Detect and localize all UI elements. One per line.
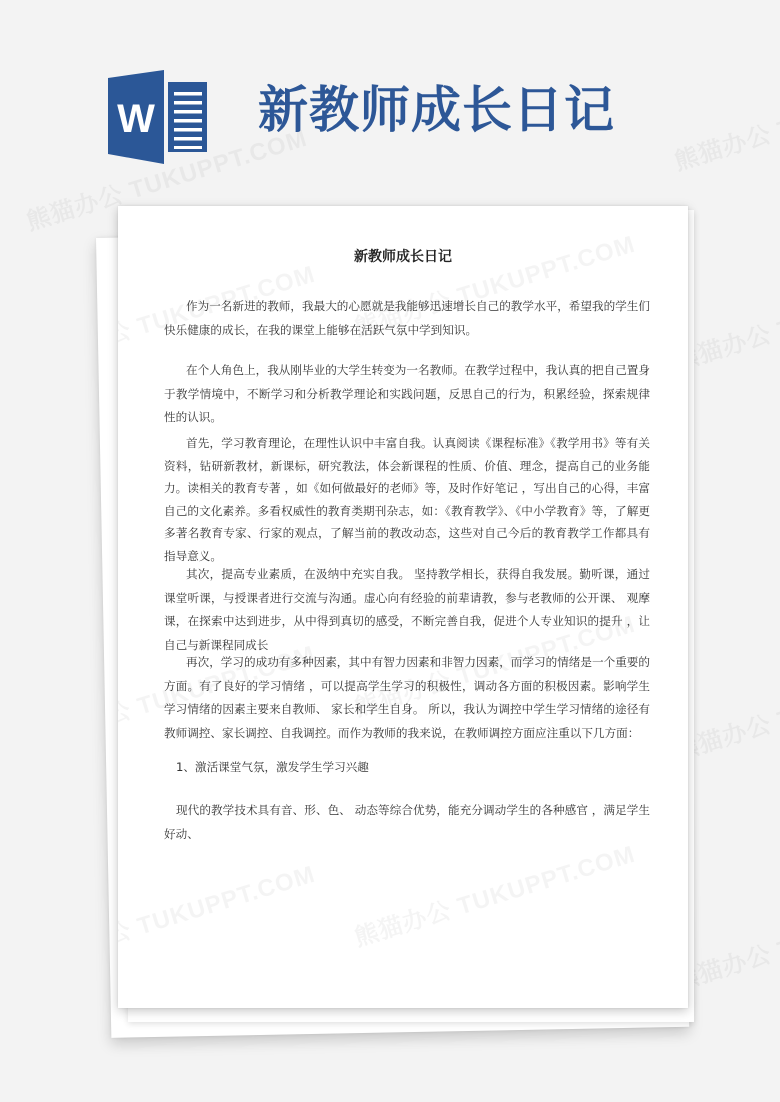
paragraph: 作为一名新进的教师，我最大的心愿就是我能够迅速增长自己的教学水平，希望我的学生们快乐健康的成长，在我的课堂上能够在活跃气氛中学到知识。 xyxy=(164,299,650,337)
paragraph: 再次，学习的成功有多种因素，其中有智力因素和非智力因素，而学习的情绪是一个重要的方面。有了良好的学习情绪 ，可以提高学生学习的积极性，调动各方面的积极因素。影响学生学习情绪的因素主要来自教师、 家长和学生自身。 所以，我认为调控中学生学习情绪的途径有教师调控、家长调控、自我调控。而作为教师的我来说，在教师调控方面应注重以下几方面： xyxy=(164,655,650,740)
paragraph: 在个人角色上，我从刚毕业的大学生转变为一名教师。在教学过程中，我认真的把自己置身于教学情境中，不断学习和分析教学理论和实践问题，反思自己的行为，积累经验，探索规律性的认识。 xyxy=(164,363,650,424)
banner-title: 新教师成长日记 xyxy=(258,80,615,139)
svg-text:W: W xyxy=(117,97,155,141)
document-page xyxy=(118,206,688,1008)
paragraph: 其次，提高专业素质，在汲纳中充实自我。 坚持教学相长，获得自我发展。勤听课，通过课堂听课，与授课者进行交流与沟通。虚心向有经验的前辈请教，参与老教师的公开课、 观摩课，在探索中达到进步，从中得到真切的感受，不断完善自我，促进个人专业知识的提升 ，让自己与新课程同成长 xyxy=(164,567,650,652)
word-document-icon xyxy=(108,70,208,164)
watermark xyxy=(349,834,638,953)
document-title: 新教师成长日记 xyxy=(354,249,452,265)
list-heading: 1、激活课堂气氛，激发学生学习兴趣 xyxy=(176,760,369,774)
watermark xyxy=(669,58,780,177)
paragraph: 首先，学习教育理论，在理性认识中丰富自我。认真阅读《课程标准》《教学用书》等有关资料，钻研新教材，新课标，研究教法，体会新课程的性质、价值、理念，提高自己的业务能力。读相关的教育专著 ，如《如何做最好的老师》等，及时作好笔记 ，写出自己的心得，丰富自己的文化素养。多看权威性的教育类期刊杂志，如：《教育教学》、《中小学教育》等，了解更多著名教育专家、行家的观点，了解当前的教改动态，这些对自己今后的教育教学工作都具有指导意义。 xyxy=(164,436,650,563)
paragraph: 现代的教学技术具有音、形、色、 动态等综合优势，能充分调动学生的各种感官 ，满足学生好动、 xyxy=(164,803,650,841)
watermark xyxy=(118,854,319,973)
